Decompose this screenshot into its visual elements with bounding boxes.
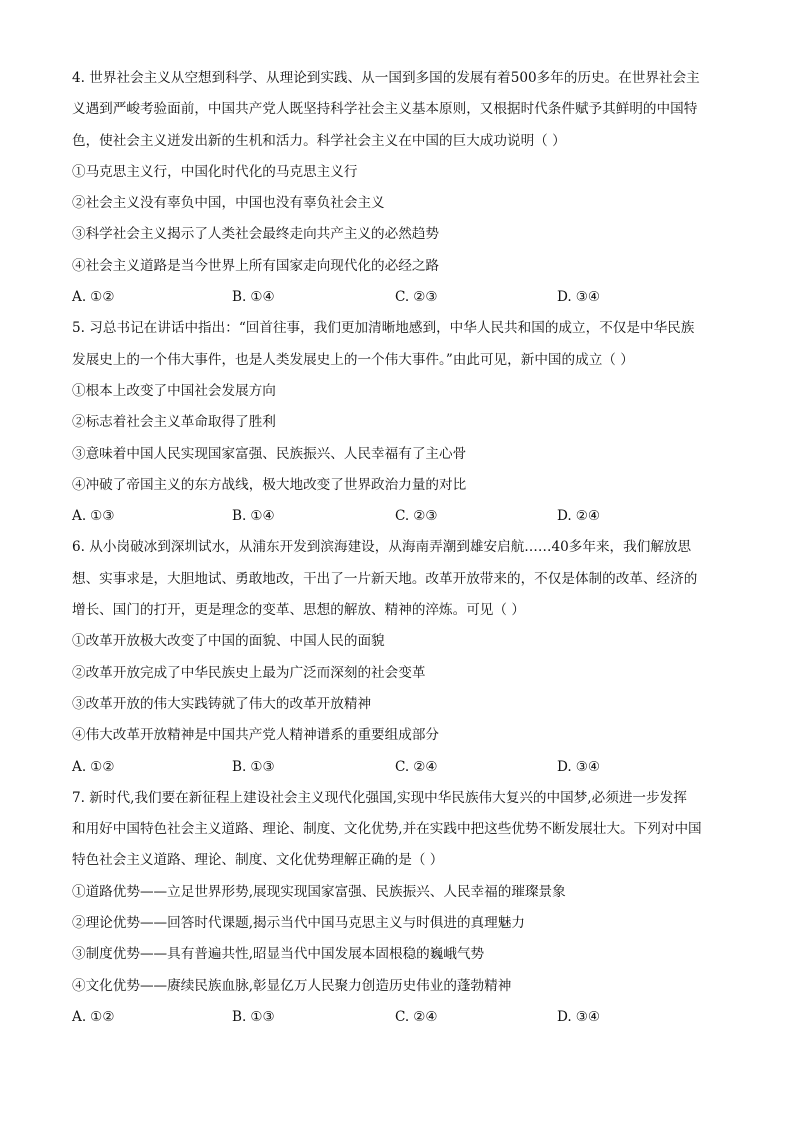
option-text: ③④ xyxy=(575,289,601,306)
answer-option xyxy=(72,1002,115,1033)
statement-item: ④社会主义道路是当今世界上所有国家走向现代化的必经之路 xyxy=(72,257,440,274)
option-letter: D. xyxy=(557,758,572,775)
statement-item: ④文化优势——赓续民族血脉,彰显亿万人民聚力创造历史伟业的蓬勃精神 xyxy=(72,977,512,994)
question-stem-line: 增长、国门的打开，更是理念的变革、思想的解放、精神的淬炼。可见（ ） xyxy=(72,602,525,619)
option-letter: D. xyxy=(557,1008,572,1025)
question-5 xyxy=(72,313,732,532)
answer-option xyxy=(72,752,115,783)
question-6 xyxy=(72,532,732,782)
question-stem-line: 想、实事求是，大胆地试、勇敢地改，干出了一片新天地。改革开放带来的，不仅是体制的改革、经济的 xyxy=(72,570,698,587)
option-letter: B. xyxy=(232,289,247,306)
statement-item: ①根本上改变了中国社会发展方向 xyxy=(72,382,276,399)
option-letter: C. xyxy=(395,1008,410,1025)
option-letter: A. xyxy=(72,289,87,306)
option-letter: C. xyxy=(395,508,410,525)
option-text: ③④ xyxy=(575,1008,601,1025)
answer-option xyxy=(72,501,115,532)
option-text: ②③ xyxy=(413,289,438,306)
answer-option xyxy=(557,1002,600,1033)
statement-item: ①改革开放极大改变了中国的面貌、中国人民的面貌 xyxy=(72,633,385,650)
option-text: ①③ xyxy=(250,758,275,775)
answer-option xyxy=(557,282,600,313)
option-text: ③④ xyxy=(575,758,601,775)
answer-options xyxy=(72,752,732,783)
option-text: ①② xyxy=(90,1008,115,1025)
answer-option xyxy=(395,1002,438,1033)
answer-option xyxy=(232,1002,275,1033)
option-text: ①② xyxy=(90,289,115,306)
answer-option xyxy=(232,282,275,313)
statement-item: ③改革开放的伟大实践铸就了伟大的改革开放精神 xyxy=(72,695,372,712)
statement-item: ②标志着社会主义革命取得了胜利 xyxy=(72,414,276,431)
question-7 xyxy=(72,783,732,1033)
statement-item: ④冲破了帝国主义的东方战线，极大地改变了世界政治力量的对比 xyxy=(72,476,467,493)
answer-option xyxy=(395,752,438,783)
option-letter: A. xyxy=(72,1008,87,1025)
statement-item: ②社会主义没有辜负中国，中国也没有辜负社会主义 xyxy=(72,195,385,212)
question-stem-line: 发展史上的一个伟大事件，也是人类发展史上的一个伟大事件。”由此可见，新中国的成立（ ） xyxy=(72,351,634,368)
statement-item: ②改革开放完成了中华民族史上最为广泛而深刻的社会变革 xyxy=(72,664,426,681)
option-letter: B. xyxy=(232,758,247,775)
question-stem-line: 4. 世界社会主义从空想到科学、从理论到实践、从一国到多国的发展有着500多年的历史。在世界社会主 xyxy=(72,70,700,86)
option-text: ①④ xyxy=(250,508,275,525)
question-stem-line: 5. 习总书记在讲话中指出：“回首往事，我们更加清晰地感到，中华人民共和国的成立，不仅是中华民族 xyxy=(72,320,695,337)
statement-item: ②理论优势——回答时代课题,揭示当代中国马克思主义与时俱进的真理魅力 xyxy=(72,915,525,932)
question-stem-line: 特色社会主义道路、理论、制度、文化优势理解正确的是（ ） xyxy=(72,852,444,869)
option-letter: D. xyxy=(557,289,572,306)
question-stem-line: 7. 新时代,我们要在新征程上建设社会主义现代化强国,实现中华民族伟大复兴的中国梦,必须进一步发挥 xyxy=(72,789,687,806)
option-text: ②④ xyxy=(575,508,601,525)
answer-option xyxy=(72,282,115,313)
statement-item: ①马克思主义行，中国化时代化的马克思主义行 xyxy=(72,163,358,180)
option-letter: C. xyxy=(395,289,410,306)
option-text: ②④ xyxy=(413,1008,438,1025)
question-stem-line: 和用好中国特色社会主义道路、理论、制度、文化优势,并在实践中把这些优势不断发展壮大。下列对中国 xyxy=(72,821,702,838)
question-4 xyxy=(72,63,732,313)
option-text: ②④ xyxy=(413,758,438,775)
statement-item: ③科学社会主义揭示了人类社会最终走向共产主义的必然趋势 xyxy=(72,226,440,243)
answer-options xyxy=(72,282,732,313)
answer-options xyxy=(72,501,732,532)
answer-option xyxy=(395,282,438,313)
answer-option xyxy=(395,501,438,532)
answer-option xyxy=(232,501,275,532)
question-stem-line: 义遇到严峻考验面前，中国共产党人既坚持科学社会主义基本原则，又根据时代条件赋予其鲜明的中国特 xyxy=(72,101,698,118)
option-letter: A. xyxy=(72,758,87,775)
statement-item: ③制度优势——具有普遍共性,昭显当代中国发展本固根稳的巍峨气势 xyxy=(72,946,485,963)
option-text: ①④ xyxy=(250,289,275,306)
answer-option xyxy=(557,752,600,783)
option-letter: D. xyxy=(557,508,572,525)
option-text: ①③ xyxy=(250,1008,275,1025)
answer-option xyxy=(557,501,600,532)
statement-item: ①道路优势——立足世界形势,展现实现国家富强、民族振兴、人民幸福的璀璨景象 xyxy=(72,883,566,900)
question-list xyxy=(72,63,732,1033)
option-text: ①② xyxy=(90,758,115,775)
question-stem-line: 色，使社会主义迸发出新的生机和活力。科学社会主义在中国的巨大成功说明（ ） xyxy=(72,132,566,149)
option-letter: B. xyxy=(232,508,247,525)
option-letter: C. xyxy=(395,758,410,775)
option-text: ①③ xyxy=(90,508,115,525)
option-text: ②③ xyxy=(413,508,438,525)
statement-item: ④伟大改革开放精神是中国共产党人精神谱系的重要组成部分 xyxy=(72,727,440,744)
answer-option xyxy=(232,752,275,783)
question-stem-line: 6. 从小岗破冰到深圳试水，从浦东开发到滨海建设，从海南弄潮到雄安启航……40多年来，我们解放思 xyxy=(72,539,692,556)
answer-options xyxy=(72,1002,732,1033)
option-letter: A. xyxy=(72,508,87,525)
option-letter: B. xyxy=(232,1008,247,1025)
statement-item: ③意味着中国人民实现国家富强、民族振兴、人民幸福有了主心骨 xyxy=(72,445,467,462)
